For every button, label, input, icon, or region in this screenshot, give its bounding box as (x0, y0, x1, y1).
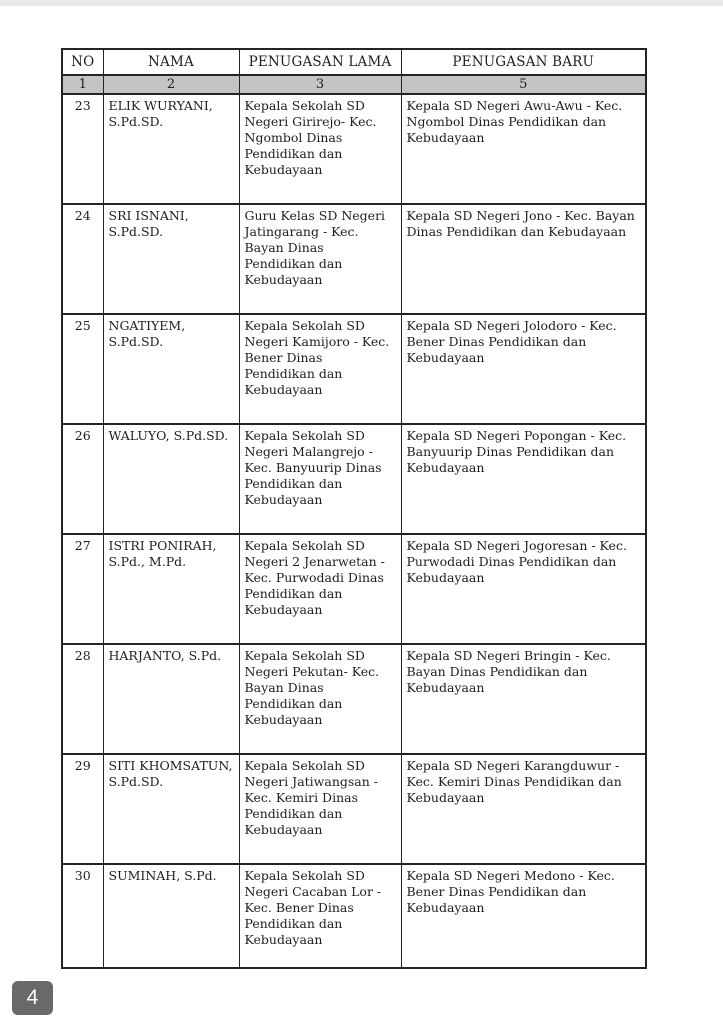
header-no: NO (62, 49, 103, 75)
table-row (62, 314, 646, 424)
cell-no: 23 (62, 94, 103, 204)
column-number: 5 (401, 75, 646, 94)
cell-penugasan-lama: Kepala Sekolah SD Negeri Jatiwangsan - Kec. Kemiri Dinas Pendidikan dan Kebudayaan (239, 754, 401, 864)
table-header-row (62, 49, 646, 75)
cell-no: 28 (62, 644, 103, 754)
cell-penugasan-baru: Kepala SD Negeri Medono - Kec. Bener Dinas Pendidikan dan Kebudayaan (401, 864, 646, 968)
header-penugasan-lama: PENUGASAN LAMA (239, 49, 401, 75)
cell-nama: NGATIYEM, S.Pd.SD. (103, 314, 239, 424)
table-row (62, 864, 646, 968)
cell-nama: SRI ISNANI, S.Pd.SD. (103, 204, 239, 314)
cell-nama: SITI KHOMSATUN, S.Pd.SD. (103, 754, 239, 864)
column-number: 2 (103, 75, 239, 94)
scan-top-edge (0, 0, 723, 6)
cell-penugasan-baru: Kepala SD Negeri Karangduwur - Kec. Kemiri Dinas Pendidikan dan Kebudayaan (401, 754, 646, 864)
cell-nama: WALUYO, S.Pd.SD. (103, 424, 239, 534)
column-number-row (62, 75, 646, 94)
cell-penugasan-baru: Kepala SD Negeri Popongan - Kec. Banyuurip Dinas Pendidikan dan Kebudayaan (401, 424, 646, 534)
cell-no: 30 (62, 864, 103, 968)
cell-penugasan-lama: Kepala Sekolah SD Negeri Pekutan- Kec. Bayan Dinas Pendidikan dan Kebudayaan (239, 644, 401, 754)
cell-penugasan-baru: Kepala SD Negeri Jono - Kec. Bayan Dinas Pendidikan dan Kebudayaan (401, 204, 646, 314)
cell-no: 26 (62, 424, 103, 534)
cell-nama: ISTRI PONIRAH, S.Pd., M.Pd. (103, 534, 239, 644)
table-row (62, 204, 646, 314)
cell-penugasan-lama: Guru Kelas SD Negeri Jatingarang - Kec. Bayan Dinas Pendidikan dan Kebudayaan (239, 204, 401, 314)
cell-penugasan-lama: Kepala Sekolah SD Negeri Girirejo- Kec. Ngombol Dinas Pendidikan dan Kebudayaan (239, 94, 401, 204)
table-row (62, 424, 646, 534)
column-number: 1 (62, 75, 103, 94)
cell-penugasan-baru: Kepala SD Negeri Jolodoro - Kec. Bener Dinas Pendidikan dan Kebudayaan (401, 314, 646, 424)
assignment-table (61, 48, 647, 969)
cell-no: 29 (62, 754, 103, 864)
cell-penugasan-baru: Kepala SD Negeri Jogoresan - Kec. Purwodadi Dinas Pendidikan dan Kebudayaan (401, 534, 646, 644)
table-row (62, 644, 646, 754)
cell-penugasan-lama: Kepala Sekolah SD Negeri Malangrejo - Kec. Banyuurip Dinas Pendidikan dan Kebudayaan (239, 424, 401, 534)
column-number: 3 (239, 75, 401, 94)
cell-nama: HARJANTO, S.Pd. (103, 644, 239, 754)
page-number-badge: 4 (12, 981, 53, 1015)
table-row (62, 534, 646, 644)
header-penugasan-baru: PENUGASAN BARU (401, 49, 646, 75)
cell-penugasan-lama: Kepala Sekolah SD Negeri Cacaban Lor - Kec. Bener Dinas Pendidikan dan Kebudayaan (239, 864, 401, 968)
cell-nama: SUMINAH, S.Pd. (103, 864, 239, 968)
cell-penugasan-lama: Kepala Sekolah SD Negeri 2 Jenarwetan - Kec. Purwodadi Dinas Pendidikan dan Kebudayaan (239, 534, 401, 644)
cell-penugasan-baru: Kepala SD Negeri Awu-Awu - Kec. Ngombol Dinas Pendidikan dan Kebudayaan (401, 94, 646, 204)
cell-no: 25 (62, 314, 103, 424)
cell-penugasan-baru: Kepala SD Negeri Bringin - Kec. Bayan Dinas Pendidikan dan Kebudayaan (401, 644, 646, 754)
cell-no: 24 (62, 204, 103, 314)
table-row (62, 94, 646, 204)
table-row (62, 754, 646, 864)
cell-nama: ELIK WURYANI, S.Pd.SD. (103, 94, 239, 204)
cell-penugasan-lama: Kepala Sekolah SD Negeri Kamijoro - Kec. Bener Dinas Pendidikan dan Kebudayaan (239, 314, 401, 424)
header-nama: NAMA (103, 49, 239, 75)
cell-no: 27 (62, 534, 103, 644)
